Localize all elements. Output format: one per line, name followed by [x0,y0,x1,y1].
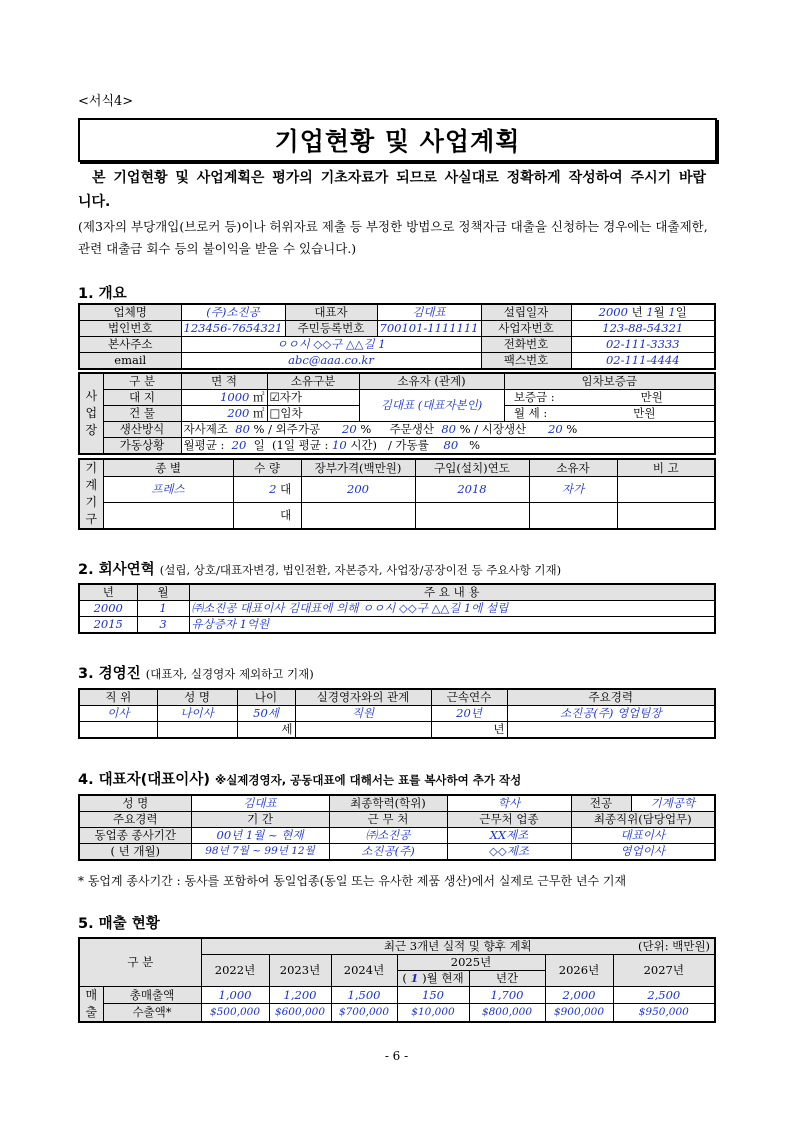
monthly-rent: 월 세 : 만원 [504,406,715,422]
page-number: - 6 - [384,1049,409,1063]
export-label: 수출액* [103,1004,201,1022]
career-workplace: ㈜소진공 [329,828,447,844]
history-content: 유상증자 1억원 [189,617,715,634]
total-sales-value: 2,500 [613,987,715,1004]
total-sales-value: 1,000 [201,987,269,1004]
workplace-label: 사 업 장 [79,373,103,454]
overview-table [78,303,716,370]
exec-years: 20년 [431,706,507,722]
col-header: 나이 [237,689,295,706]
sales-header: 최근 3개년 실적 및 향후 계획 (단위: 백만원) [201,938,715,955]
experience-label: 동업종 종사기간 [79,828,191,844]
col-header: 주 요 내 용 [189,584,715,601]
total-sales-value: 1,200 [269,987,331,1004]
history-content: ㈜소진공 대표이사 김대표에 의해 ㅇㅇ시 ◇◇구 △△길 1에 설립 [189,601,715,617]
col-current-month: ( 1 )월 현재 [397,971,469,987]
label: 전공 [571,795,631,812]
leased-checkbox: □임차 [267,406,359,422]
email: abc@aaa.co.kr [181,353,481,370]
career-period: 98년 7월 ~ 99년 12월 [191,844,329,861]
export-value: $600,000 [269,1004,331,1022]
machinery-table [78,458,716,530]
address: ㅇㅇ시 ◇◇구 △△길 1 [181,337,481,353]
exec-years: 년 [431,722,507,739]
col-year: 2027년 [613,955,715,987]
section-2-heading: 2. 회사연혁 (설립, 상호/대표자변경, 법인전환, 자본증자, 사업장/공장이전 등 주요사항 기재) [78,562,562,578]
page-title: 기업현황 및 사업계획 [78,118,717,162]
owned-checkbox: ☑자가 [267,390,359,406]
career-workplace: 소진공(주) [329,844,447,861]
career-industry: XX제조 [447,828,571,844]
col-year: 2026년 [545,955,613,987]
history-table [78,583,716,634]
col-year: 2023년 [269,955,331,987]
ceo-name: 김대표 [191,795,329,812]
col-header: 구 분 [103,373,181,390]
fax: 02-111-4444 [571,353,715,370]
col-header: 기 간 [191,812,329,828]
col-header: 주요경력 [507,689,715,706]
exec-name: 나이사 [157,706,237,722]
col-header: 종 별 [103,459,233,477]
management-table [78,688,716,739]
biz-number: 123-88-54321 [571,321,715,337]
label: 대표자 [285,304,377,321]
label: 성 명 [79,795,191,812]
experience-sub-label: ( 년 개월) [79,844,191,861]
label: 전화번호 [481,337,571,353]
machine-note [617,477,715,503]
label: 설립일자 [481,304,571,321]
exec-career [507,722,715,739]
machine-book [301,503,415,529]
corp-number: 123456-7654321 [181,321,285,337]
intro-instruction: 본 기업현황 및 사업계획은 평가의 기초자료가 되므로 사실대로 정확하게 작성하여 주시기 바랍니다. [78,170,707,210]
section-5-heading: 5. 매출 현황 [78,916,160,932]
history-month: 1 [137,601,189,617]
label: 사업자번호 [481,321,571,337]
prod-method-label: 생산방식 [103,422,181,438]
building-label: 건 물 [103,406,181,422]
col-header: 임차보증금 [504,373,715,390]
col-header: 성 명 [157,689,237,706]
label: 주요경력 [79,812,191,828]
label: email [79,353,181,370]
machine-owner: 자가 [529,477,617,503]
ceo-name: 김대표 [377,304,481,321]
career-period: 00년 1월 ~ 현재 [191,828,329,844]
label: 주민등록번호 [285,321,377,337]
export-value: $950,000 [613,1004,715,1022]
workplace-table [78,372,716,455]
col-header: 년 [79,584,137,601]
machine-note [617,503,715,529]
col-header: 직 위 [79,689,157,706]
col-header: 소유자 (관계) [359,373,504,390]
machine-type [103,503,233,529]
col-header: 근 무 처 [329,812,447,828]
label: 최종학력(학위) [329,795,447,812]
career-industry: ◇◇제조 [447,844,571,861]
exec-relation: 직원 [295,706,431,722]
career-position: 영업이사 [571,844,715,861]
operation-label: 가동상황 [103,438,181,455]
deposit: 보증금 : 만원 [504,390,715,406]
prod-method: 자사제조 80 % / 외주가공 20 % 주문생산 80 % / 시장생산 20 % [181,422,715,438]
career-position: 대표이사 [571,828,715,844]
land-area: 1000 ㎡ [181,390,267,406]
section-4-heading: 4. 대표자(대표이사) ※실제경영자, 공동대표에 대해서는 표를 복사하여 추가 작성 [78,772,522,788]
machine-qty: 2 대 [233,477,301,503]
total-sales-label: 총매출액 [103,987,201,1004]
col-header: 소유구분 [267,373,359,390]
exec-title: 이사 [79,706,157,722]
machine-owner [529,503,617,529]
ceo-major: 기계공학 [631,795,715,812]
col-header: 구입(설치)연도 [415,459,529,477]
sales-table [78,937,716,1023]
total-sales-value: 1,500 [331,987,397,1004]
export-value: $700,000 [331,1004,397,1022]
founded-date: 2000 년 1월 1일 [571,304,715,321]
machinery-label: 기 계 기 구 [79,459,103,529]
section-3-heading: 3. 경영진 (대표자, 실경영자 제외하고 기재) [78,666,314,682]
label: 본사주소 [79,337,181,353]
col-year: 2022년 [201,955,269,987]
ceo-footnote: * 동업계 종사기간 : 동사를 포함하여 동일업종(동일 또는 유사한 제품 생산)에서 실제로 근무한 년수 기재 [78,874,627,888]
machine-type: 프레스 [103,477,233,503]
label: 법인번호 [79,321,181,337]
ceo-education: 학사 [447,795,571,812]
col-full-year: 년간 [469,971,545,987]
intro-warning: (제3자의 부당개입(브로커 등)이나 허위자료 제출 등 부정한 방법으로 정책자금 대출을 신청하는 경우에는 대출제한, 관련 대출금 회수 등의 불이익을 받을 수 있습니다.) [78,219,708,256]
land-label: 대 지 [103,390,181,406]
col-year: 2024년 [331,955,397,987]
export-value: $800,000 [469,1004,545,1022]
col-header: 수 량 [233,459,301,477]
exec-career: 소진공(주) 영업팀장 [507,706,715,722]
history-month: 3 [137,617,189,634]
building-area: 200 ㎡ [181,406,267,422]
owner: 김대표 (대표자본인) [359,390,504,422]
category-label: 구 분 [79,938,201,987]
col-header: 소유자 [529,459,617,477]
label: 업체명 [79,304,181,321]
section-1-heading: 1. 개요 [78,286,127,302]
col-header: 근속연수 [431,689,507,706]
exec-relation [295,722,431,739]
machine-book: 200 [301,477,415,503]
col-header: 실경영자와의 관계 [295,689,431,706]
machine-qty: 대 [233,503,301,529]
col-header: 월 [137,584,189,601]
col-header: 비 고 [617,459,715,477]
export-value: $500,000 [201,1004,269,1022]
export-value: $900,000 [545,1004,613,1022]
col-header: 근무처 업종 [447,812,571,828]
sales-label: 매 출 [79,987,103,1023]
company-name: (주)소진공 [181,304,285,321]
operation: 월평균 : 20 일 (1일 평균 : 10 시간) / 가동률 80 % [181,438,715,455]
total-sales-value: 2,000 [545,987,613,1004]
col-year: 2025년 [397,955,545,971]
resident-number: 700101-1111111 [377,321,481,337]
col-header: 장부가격(백만원) [301,459,415,477]
form-number: <서식4> [78,94,134,109]
col-header: 최종직위(담당업무) [571,812,715,828]
total-sales-value: 1,700 [469,987,545,1004]
exec-title [79,722,157,739]
history-year: 2015 [79,617,137,634]
machine-year: 2018 [415,477,529,503]
history-year: 2000 [79,601,137,617]
phone: 02-111-3333 [571,337,715,353]
label: 팩스번호 [481,353,571,370]
exec-name [157,722,237,739]
machine-year [415,503,529,529]
export-value: $10,000 [397,1004,469,1022]
ceo-table [78,794,716,861]
exec-age: 세 [237,722,295,739]
col-header: 면 적 [181,373,267,390]
total-sales-value: 150 [397,987,469,1004]
exec-age: 50세 [237,706,295,722]
